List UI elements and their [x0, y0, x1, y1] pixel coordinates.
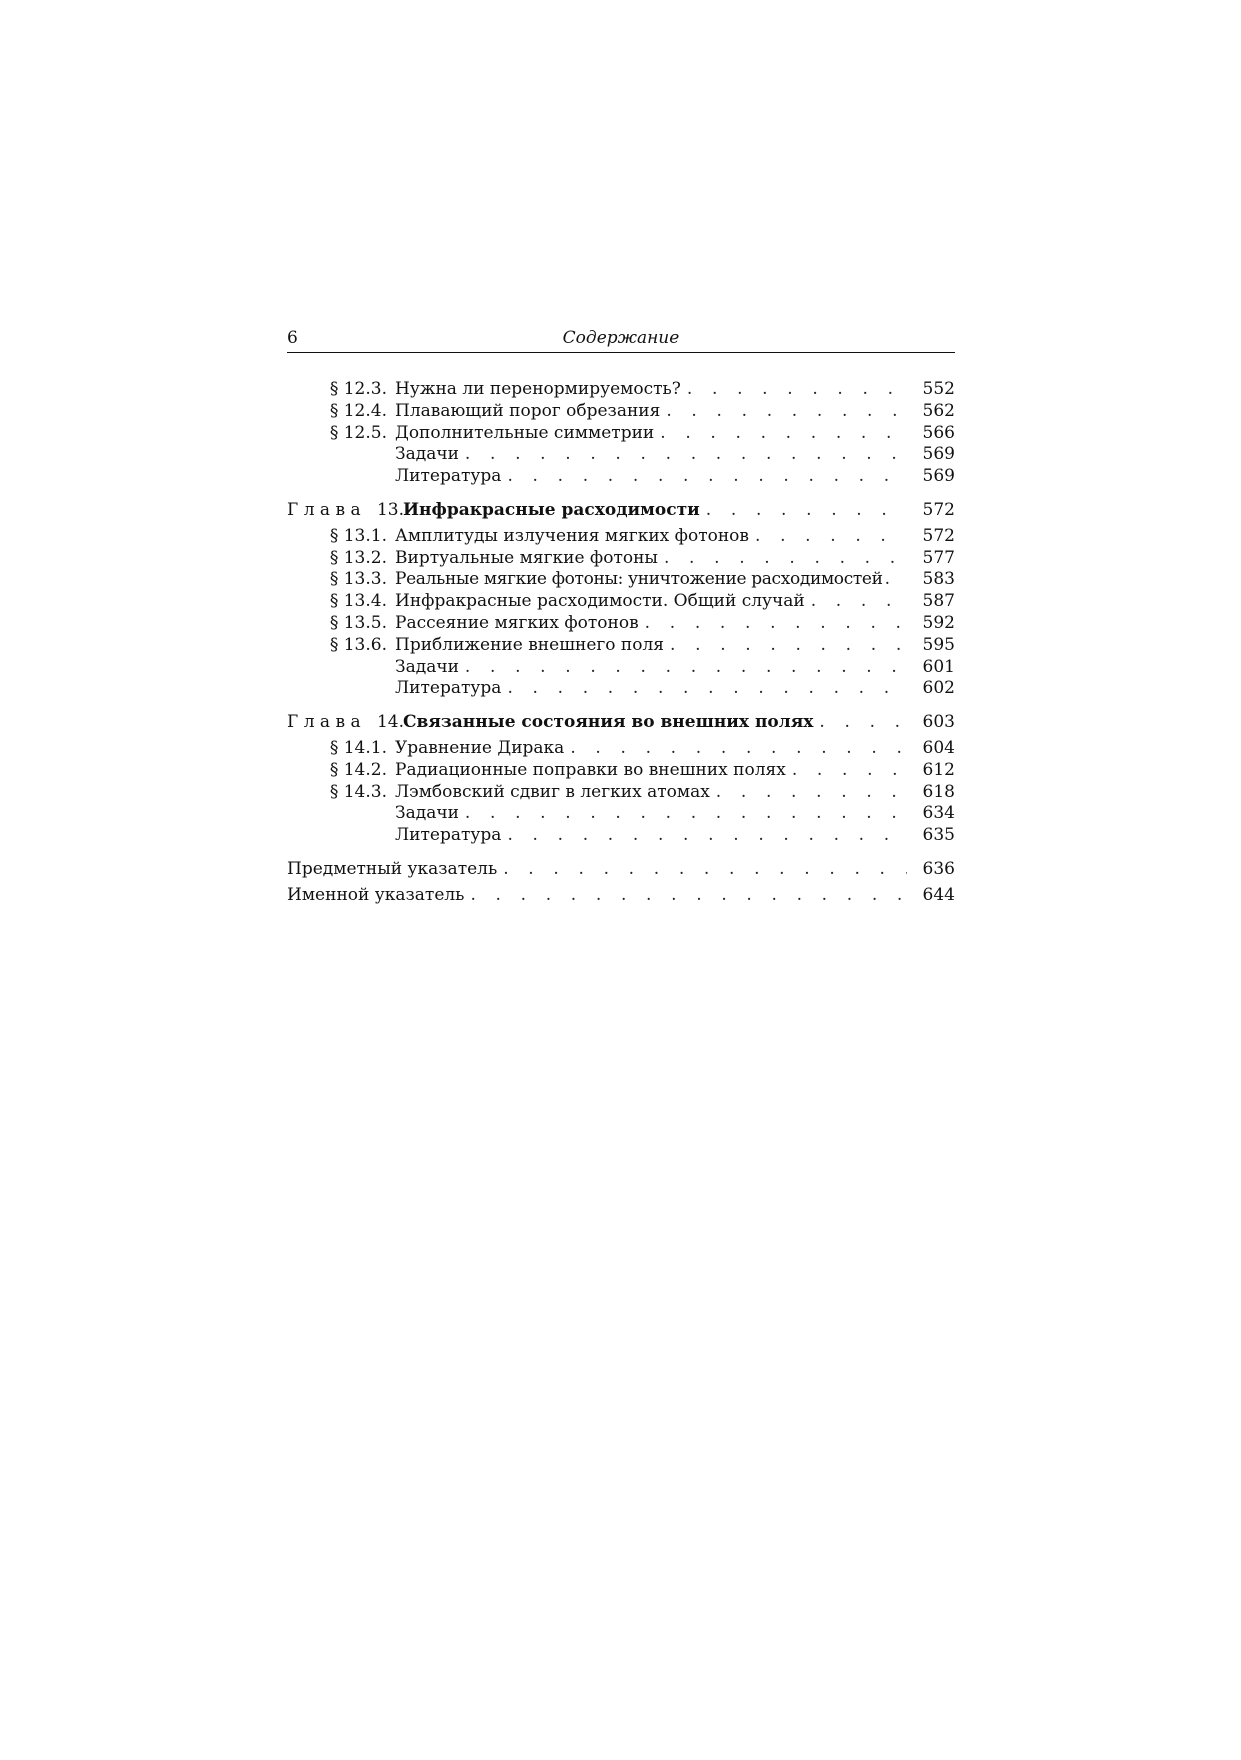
entry-title: Задачи — [395, 444, 459, 465]
toc-entry[interactable] — [287, 760, 955, 782]
dot-leader — [507, 466, 907, 488]
entry-title: Лэмбовский сдвиг в легких атомах — [395, 781, 710, 802]
page-ref: 618 — [922, 781, 955, 802]
toc-entry[interactable] — [287, 657, 955, 679]
entry-title: Виртуальные мягкие фотоны — [395, 547, 658, 568]
entry-title: Уравнение Дирака — [395, 737, 565, 758]
toc-index-entry[interactable] — [287, 885, 955, 907]
dot-leader — [670, 635, 907, 657]
toc-entry[interactable] — [287, 825, 955, 847]
page-ref: 636 — [922, 858, 955, 879]
dot-leader — [465, 657, 907, 679]
dot-leader — [507, 825, 907, 847]
entry-title: Литература — [395, 466, 502, 487]
dot-leader — [666, 401, 907, 423]
page-ref: 577 — [922, 547, 955, 568]
page-ref: 592 — [922, 612, 955, 633]
dot-leader — [570, 738, 907, 760]
toc-entry[interactable] — [287, 678, 955, 700]
dot-leader — [716, 782, 907, 804]
chapter-number — [287, 712, 403, 734]
section-number: § 13.3. — [329, 569, 387, 590]
entry-title: Литература — [395, 678, 502, 699]
toc-entry[interactable] — [287, 444, 955, 466]
toc-entry[interactable] — [287, 635, 955, 657]
page-ref: 635 — [922, 825, 955, 846]
entry-title: Задачи — [395, 656, 459, 677]
dot-leader — [885, 569, 911, 591]
page-ref: 601 — [922, 656, 955, 677]
entry-title: Приближение внешнего поля — [395, 634, 665, 655]
dot-leader — [645, 613, 907, 635]
chapter-num: 14. — [376, 712, 405, 733]
dot-leader — [811, 591, 907, 613]
dot-leader — [465, 444, 907, 466]
dot-leader — [687, 379, 907, 401]
dot-leader — [819, 712, 907, 734]
entry-title: Радиационные поправки во внешних полях — [395, 759, 786, 780]
toc-entry[interactable] — [287, 782, 955, 804]
toc-entry[interactable] — [287, 613, 955, 635]
entry-title: Реальные мягкие фотоны: уничтожение расходимостей — [395, 569, 883, 590]
dot-leader — [660, 423, 907, 445]
toc-entry[interactable] — [287, 423, 955, 445]
entry-title: Плавающий порог обрезания — [395, 400, 661, 421]
page-ref: 569 — [922, 444, 955, 465]
page-ref: 572 — [922, 525, 955, 546]
section-number: § 12.5. — [329, 422, 387, 443]
table-of-contents — [287, 379, 955, 907]
entry-title: Дополнительные симметрии — [395, 422, 655, 443]
section-number: § 14.1. — [329, 737, 387, 758]
dot-leader — [503, 859, 907, 881]
chapter-title: Связанные состояния во внешних полях — [403, 712, 814, 733]
chapter-number — [287, 500, 403, 522]
page-ref: 572 — [922, 499, 955, 520]
running-header — [287, 326, 955, 353]
section-number: § 13.2. — [329, 547, 387, 568]
page-ref: 583 — [922, 569, 955, 590]
entry-title: Рассеяние мягких фотонов — [395, 612, 639, 633]
toc-entry[interactable] — [287, 526, 955, 548]
page-ref: 562 — [922, 400, 955, 421]
page-ref: 603 — [922, 712, 955, 733]
page-ref: 634 — [922, 803, 955, 824]
entry-title: Нужна ли перенормируемость? — [395, 379, 681, 399]
toc-entry[interactable] — [287, 379, 955, 401]
page-ref: 569 — [922, 466, 955, 487]
section-number: § 13.6. — [329, 634, 387, 655]
dot-leader — [465, 803, 907, 825]
toc-chapter-entry[interactable] — [287, 712, 955, 734]
page-ref: 587 — [922, 591, 955, 612]
entry-title: Задачи — [395, 803, 459, 824]
entry-title: Именной указатель — [287, 884, 465, 905]
toc-chapter-entry[interactable] — [287, 500, 955, 522]
dot-leader — [664, 548, 907, 570]
toc-index-entry[interactable] — [287, 859, 955, 881]
page-ref: 602 — [922, 678, 955, 699]
dot-leader — [706, 500, 907, 522]
entry-title: Амплитуды излучения мягких фотонов — [395, 525, 749, 546]
section-number: § 14.3. — [329, 781, 387, 802]
dot-leader — [792, 760, 907, 782]
section-number: § 12.4. — [329, 400, 387, 421]
toc-entry[interactable] — [287, 466, 955, 488]
entry-title: Инфракрасные расходимости. Общий случай — [395, 591, 805, 612]
page-ref: 595 — [922, 634, 955, 655]
page-ref: 644 — [922, 884, 955, 905]
dot-leader — [507, 678, 907, 700]
section-number: § 12.3. — [329, 379, 387, 399]
dot-leader — [755, 526, 907, 548]
chapter-word: Глава — [287, 712, 367, 733]
chapter-num: 13. — [376, 499, 405, 520]
page-ref: 552 — [922, 379, 955, 399]
toc-entry[interactable] — [287, 803, 955, 825]
document-page — [287, 326, 955, 907]
chapter-title: Инфракрасные расходимости — [403, 499, 700, 520]
section-number: § 13.1. — [329, 525, 387, 546]
toc-entry[interactable] — [287, 401, 955, 423]
toc-entry[interactable] — [287, 738, 955, 760]
section-number: § 14.2. — [329, 759, 387, 780]
page-number: 6 — [287, 328, 298, 348]
running-title: Содержание — [562, 328, 680, 348]
entry-title: Предметный указатель — [287, 858, 498, 879]
page-ref: 612 — [922, 759, 955, 780]
dot-leader — [470, 885, 907, 907]
toc-entry[interactable] — [287, 548, 955, 570]
entry-title: Литература — [395, 825, 502, 846]
section-number: § 13.4. — [329, 591, 387, 612]
toc-entry[interactable] — [287, 569, 955, 591]
page-ref: 604 — [922, 737, 955, 758]
toc-entry[interactable] — [287, 591, 955, 613]
page-ref: 566 — [922, 422, 955, 443]
chapter-word: Глава — [287, 499, 367, 520]
section-number: § 13.5. — [329, 612, 387, 633]
